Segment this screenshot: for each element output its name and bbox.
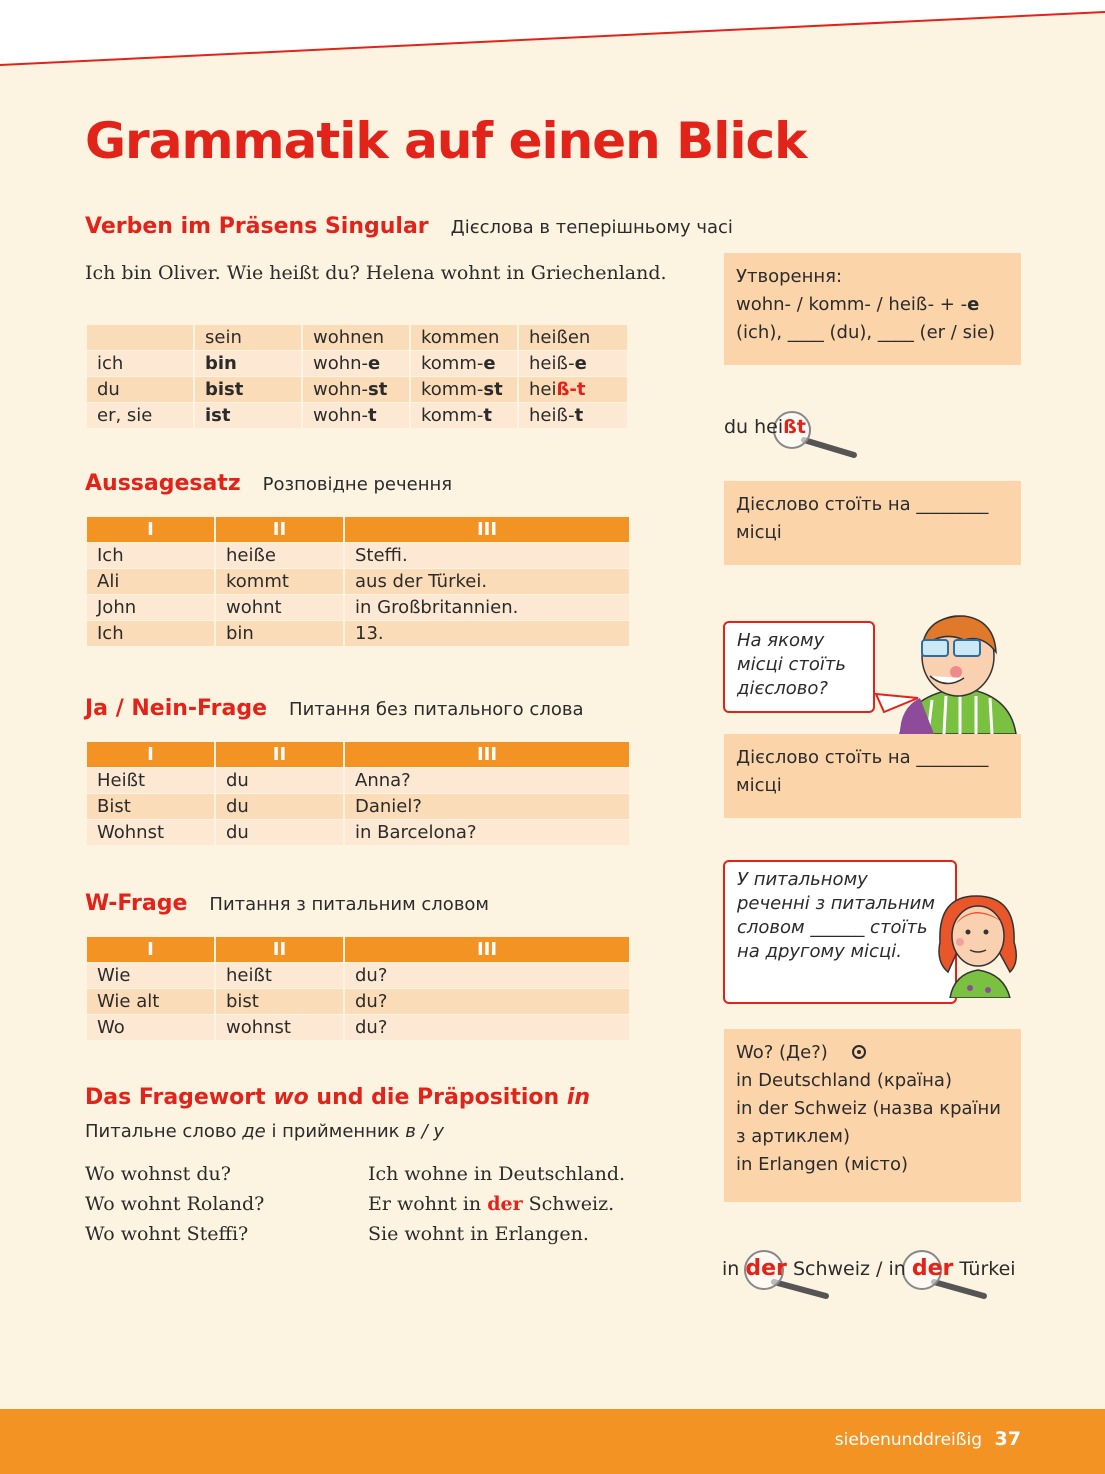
column-header: II: [216, 742, 343, 767]
box-text: in Deutschland: [736, 1070, 877, 1091]
verb-ending: t: [574, 405, 584, 426]
table-cell: John: [87, 595, 214, 620]
example-sentence: Ich bin Oliver. Wie heißt du? Helena wohnt in Griechenland.: [85, 262, 667, 284]
table-cell: in Großbritannien.: [345, 595, 629, 620]
sub-text: Питальне слово: [85, 1121, 243, 1142]
box-text: in Erlangen: [736, 1154, 844, 1175]
magnifier-der: [722, 1248, 1016, 1304]
table-cell: Wohnst: [87, 820, 214, 845]
table-cell: heiße: [216, 543, 343, 568]
mag-text: [724, 416, 806, 438]
table-cell: [303, 403, 409, 428]
box-line: [736, 291, 1009, 319]
aussagesatz-table: [85, 516, 631, 647]
table-row: [87, 377, 627, 402]
box-translation: (назва країни з артиклем): [736, 1098, 1002, 1147]
box-translation: (країна): [876, 1070, 952, 1091]
verb-stem: wohn-: [313, 379, 369, 400]
box-text: in der Schweiz: [736, 1098, 873, 1119]
boy-illustration: [860, 612, 1020, 734]
verb-form: bin: [205, 353, 237, 374]
page-number-word: siebenunddreißig: [834, 1430, 982, 1450]
table-header-row: [87, 325, 627, 350]
table-cell: heißt: [216, 963, 343, 988]
table-cell: [195, 351, 301, 376]
table-cell: [519, 377, 627, 402]
table-cell: in Barcelona?: [345, 820, 629, 845]
magnifier-du-heisst: [724, 410, 864, 460]
location-icon: [852, 1045, 866, 1059]
question-line: Wo wohnt Steffi?: [85, 1223, 249, 1245]
heading-text: Das Fragewort: [85, 1085, 274, 1110]
table-cell: Ich: [87, 621, 214, 646]
table-cell: [303, 377, 409, 402]
table-cell: Ich: [87, 543, 214, 568]
info-box-formation: [724, 253, 1021, 365]
section-heading-ja-nein-frage: [85, 696, 583, 721]
column-header: III: [345, 517, 629, 542]
table-row: [87, 403, 627, 428]
mag-text: [722, 1256, 1016, 1281]
verb-ending-highlight: ß-t: [556, 379, 586, 400]
sub-text: і прийменник: [265, 1121, 406, 1142]
mag-plain: Türkei: [953, 1258, 1016, 1280]
question-line: Wo wohnst du?: [85, 1163, 231, 1185]
mag-highlight: der: [745, 1256, 787, 1281]
box-line: [736, 1095, 1009, 1151]
table-cell: bist: [216, 989, 343, 1014]
verb-ending: st: [368, 379, 388, 400]
table-cell: wohnst: [216, 1015, 343, 1040]
table-cell: [411, 377, 517, 402]
box-translation: (місто): [843, 1154, 909, 1175]
table-row: [87, 621, 629, 646]
table-cell: [411, 351, 517, 376]
answer-line: Sie wohnt in Erlangen.: [368, 1223, 589, 1245]
verb-ending: t: [368, 405, 377, 426]
heading-translation: Питання з питальним словом: [209, 894, 490, 915]
mag-plain: du hei: [724, 416, 784, 438]
box-line: [736, 1039, 1009, 1067]
table-row: [87, 595, 629, 620]
table-row: [87, 963, 629, 988]
heading-translation: Дієслова в теперішньому часі: [450, 217, 733, 238]
table-cell: du: [216, 794, 343, 819]
heading-translation: Питання без питального слова: [289, 699, 584, 720]
column-header: I: [87, 742, 214, 767]
speech-bubble-1: На якому місці стоїть дієслово?: [723, 621, 875, 713]
table-header-row: [87, 517, 629, 542]
top-decoration: [0, 0, 1105, 70]
verb-stem: komm-: [421, 405, 484, 426]
heading-text: Verben im Präsens Singular: [85, 214, 429, 239]
page-footer: [0, 1409, 1105, 1474]
box-line: [736, 1067, 1009, 1095]
table-cell: Heißt: [87, 768, 214, 793]
verb-ending: e: [483, 353, 496, 374]
table-cell: [519, 403, 627, 428]
table-cell: er, sie: [87, 403, 193, 428]
table-cell: [303, 351, 409, 376]
table-cell: du?: [345, 963, 629, 988]
heading-italic: in: [566, 1085, 591, 1110]
table-row: [87, 1015, 629, 1040]
box-bold: e: [967, 294, 980, 315]
verb-stem: komm-: [421, 353, 484, 374]
section-heading-fragewort: [85, 1085, 590, 1110]
box-line: [736, 1151, 1009, 1179]
table-cell: bin: [216, 621, 343, 646]
mag-highlight: ßt: [783, 416, 806, 438]
table-row: [87, 989, 629, 1014]
table-cell: Steffi.: [345, 543, 629, 568]
table-cell: Daniel?: [345, 794, 629, 819]
table-cell: du: [87, 377, 193, 402]
table-cell: du: [216, 820, 343, 845]
question-line: Wo wohnt Roland?: [85, 1193, 265, 1215]
article-highlight: der: [487, 1193, 523, 1215]
heading-italic: wo: [273, 1085, 309, 1110]
table-cell: [195, 403, 301, 428]
mag-plain: in: [722, 1258, 746, 1280]
table-cell: aus der Türkei.: [345, 569, 629, 594]
verb-ending: t: [483, 405, 492, 426]
verb-ending: e: [368, 353, 381, 374]
table-cell: [411, 403, 517, 428]
table-cell: ich: [87, 351, 193, 376]
verb-stem: heiß-: [529, 405, 575, 426]
heading-translation: Розповідне речення: [262, 474, 453, 495]
verb-table: [85, 324, 629, 429]
verb-stem: heiß-: [529, 353, 575, 374]
verb-stem: wohn-: [313, 405, 369, 426]
heading-text: und die Präposition: [308, 1085, 567, 1110]
girl-illustration: [930, 890, 1022, 998]
heading-text: Aussagesatz: [85, 471, 241, 496]
table-cell: [519, 351, 627, 376]
table-cell: kommt: [216, 569, 343, 594]
table-cell: sein: [195, 325, 301, 350]
box-line: (ich), ____ (du), ____ (er / sie): [736, 322, 996, 343]
verb-ending: e: [574, 353, 587, 374]
column-header: I: [87, 937, 214, 962]
table-row: [87, 794, 629, 819]
table-cell: [87, 325, 193, 350]
column-header: II: [216, 937, 343, 962]
w-frage-table: [85, 936, 631, 1041]
page-number: 37: [994, 1428, 1021, 1450]
section-heading-verben: [85, 214, 733, 239]
verb-stem: hei: [529, 379, 557, 400]
column-header: III: [345, 937, 629, 962]
column-header: III: [345, 742, 629, 767]
table-header-row: [87, 742, 629, 767]
column-header: II: [216, 517, 343, 542]
verb-form: ist: [205, 405, 231, 426]
table-cell: Ali: [87, 569, 214, 594]
column-header: I: [87, 517, 214, 542]
heading-text: Ja / Nein-Frage: [85, 696, 268, 721]
section-subheading: [85, 1121, 444, 1142]
answer-text: Schweiz.: [522, 1193, 615, 1215]
table-row: [87, 820, 629, 845]
box-line: Утворення:: [736, 266, 843, 287]
table-cell: Wie alt: [87, 989, 214, 1014]
table-cell: heißen: [519, 325, 627, 350]
table-cell: du?: [345, 1015, 629, 1040]
answer-line: [368, 1193, 614, 1215]
section-heading-aussagesatz: [85, 471, 452, 496]
table-cell: Bist: [87, 794, 214, 819]
table-row: [87, 768, 629, 793]
table-cell: kommen: [411, 325, 517, 350]
mag-highlight: der: [911, 1256, 954, 1281]
page-title: Grammatik auf einen Blick: [85, 112, 807, 170]
table-row: [87, 569, 629, 594]
table-cell: Anna?: [345, 768, 629, 793]
table-row: [87, 543, 629, 568]
box-text: Wo? (Де?): [736, 1042, 828, 1063]
table-row: [87, 351, 627, 376]
ja-nein-table: [85, 741, 631, 846]
table-cell: [195, 377, 301, 402]
verb-ending: st: [483, 379, 503, 400]
sub-italic: в / у: [405, 1121, 445, 1142]
box-text: wohn- / komm- / heiß- + -: [736, 294, 968, 315]
section-heading-w-frage: [85, 891, 489, 916]
sub-italic: де: [242, 1121, 266, 1142]
table-cell: Wo: [87, 1015, 214, 1040]
table-cell: Wie: [87, 963, 214, 988]
verb-stem: komm-: [421, 379, 484, 400]
info-box-position-1: Дієслово стоїть на ________ місці: [724, 481, 1021, 565]
speech-bubble-2: У питальному реченні з питальним словом ______ стоїть на другому місці.: [723, 860, 957, 1004]
info-box-wo: [724, 1029, 1021, 1202]
info-box-position-2: Дієслово стоїть на ________ місці: [724, 734, 1021, 818]
verb-stem: wohn-: [313, 353, 369, 374]
heading-text: W-Frage: [85, 891, 188, 916]
verb-form: bist: [205, 379, 244, 400]
mag-plain: Schweiz / in: [786, 1258, 912, 1280]
table-cell: 13.: [345, 621, 629, 646]
table-cell: wohnt: [216, 595, 343, 620]
table-cell: du: [216, 768, 343, 793]
answer-line: Ich wohne in Deutschland.: [368, 1163, 626, 1185]
answer-text: Er wohnt in: [368, 1193, 488, 1215]
table-cell: wohnen: [303, 325, 409, 350]
table-header-row: [87, 937, 629, 962]
table-cell: du?: [345, 989, 629, 1014]
